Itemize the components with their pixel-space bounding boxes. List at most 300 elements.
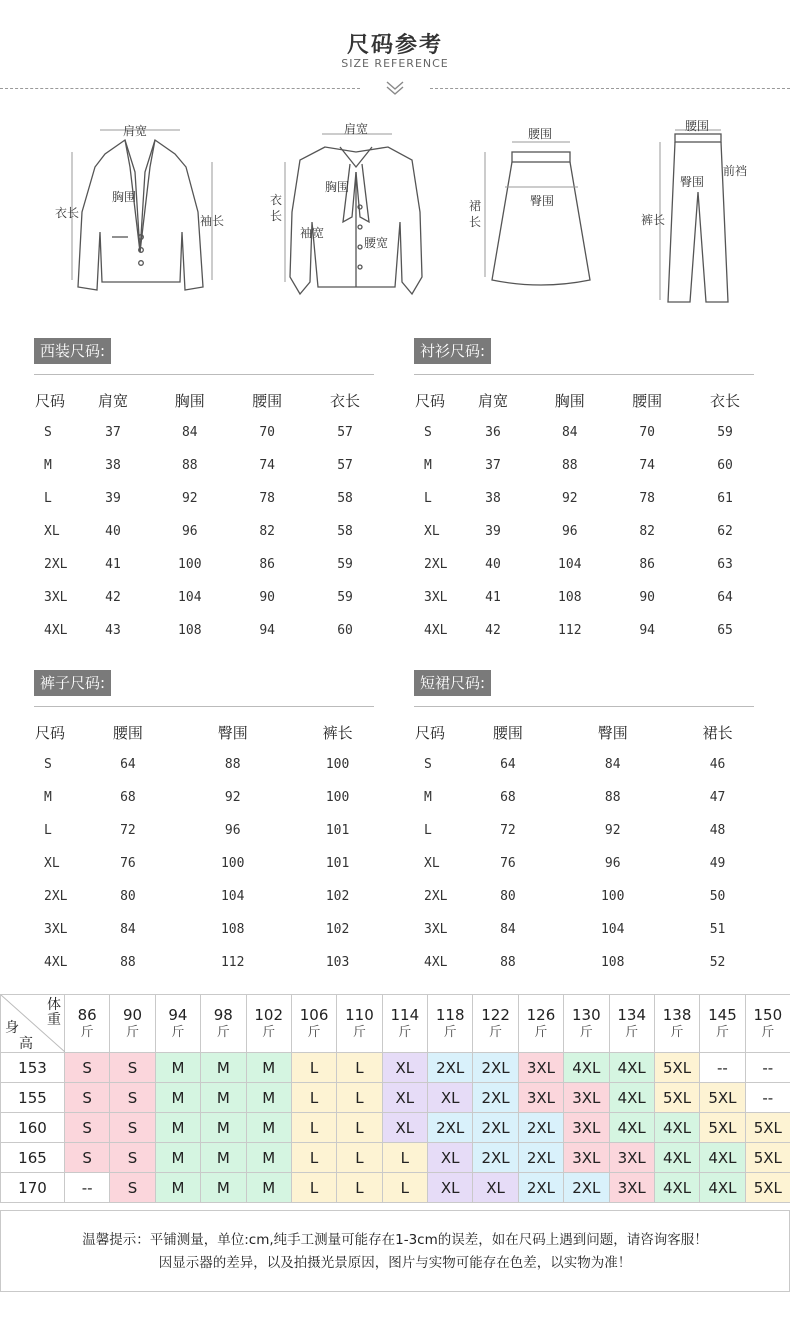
table-cell: 100 <box>220 856 245 871</box>
table-cell: 86 <box>259 557 275 572</box>
size-cell: M <box>155 1143 200 1173</box>
table-cell: 3XL <box>424 922 448 937</box>
size-cell: 3XL <box>609 1143 654 1173</box>
table-cell: 36 <box>485 425 501 440</box>
table-cell: XL <box>44 856 60 871</box>
table-cell: 104 <box>558 557 582 572</box>
column-header: 衣长 <box>330 391 361 410</box>
tips-note <box>0 1210 790 1292</box>
size-cell: S <box>110 1053 155 1083</box>
weight-header-cell <box>609 995 654 1053</box>
weight-unit: 斤 <box>625 1024 639 1040</box>
column-header: 臀围 <box>597 723 628 742</box>
shirt-chest-label: 胸围 <box>325 180 350 194</box>
table-row <box>414 847 770 880</box>
column-header: 裙长 <box>702 723 733 742</box>
table-cell: 2XL <box>424 889 448 904</box>
table-cell: 94 <box>259 623 275 638</box>
weight-unit: 斤 <box>126 1024 140 1040</box>
weight-axis-label: 体 重 <box>47 997 61 1028</box>
table-cell: 41 <box>485 590 501 605</box>
size-cell: XL <box>473 1173 518 1203</box>
weight-value: 145 <box>708 1005 737 1024</box>
table-cell: 100 <box>600 889 625 904</box>
weight-value: 122 <box>481 1005 510 1024</box>
table-cell: 57 <box>337 425 353 440</box>
table-cell: 37 <box>105 425 121 440</box>
weight-unit: 斤 <box>262 1024 276 1040</box>
weight-header-cell <box>564 995 609 1053</box>
table-cell: 64 <box>717 590 733 605</box>
height-axis-label-bottom: 高 <box>19 1036 33 1052</box>
table-cell: 51 <box>709 922 726 937</box>
table-cell: 72 <box>500 823 516 838</box>
size-cell: M <box>201 1053 246 1083</box>
table-cell: 70 <box>639 425 655 440</box>
size-cell: M <box>246 1143 291 1173</box>
table-cell: 96 <box>604 856 621 871</box>
table-cell: 74 <box>639 458 655 473</box>
weight-unit: 斤 <box>670 1024 684 1040</box>
table-cell: 47 <box>709 790 726 805</box>
weight-value: 86 <box>77 1005 97 1024</box>
table-cell: 2XL <box>44 889 68 904</box>
table-cell: 112 <box>220 955 245 970</box>
pants-length-label: 裤长 <box>641 213 666 227</box>
weight-unit: 斤 <box>443 1024 457 1040</box>
table-cell: 78 <box>259 491 275 506</box>
table-row <box>34 913 390 946</box>
table-cell: 96 <box>224 823 241 838</box>
height-cell: 160 <box>1 1113 65 1143</box>
column-header: 腰围 <box>492 723 523 742</box>
panel-title: 短裙尺码: <box>414 670 491 696</box>
divider-left <box>0 88 360 89</box>
height-weight-size-chart <box>0 994 790 1203</box>
table-cell: 104 <box>178 590 202 605</box>
table-cell: 88 <box>500 955 516 970</box>
size-cell: XL <box>382 1083 427 1113</box>
shirt-length-label: 衣 长 <box>270 193 283 223</box>
table-cell: 80 <box>120 889 136 904</box>
weight-unit: 斤 <box>80 1024 94 1040</box>
table-cell: 100 <box>325 757 350 772</box>
table-row <box>414 946 770 979</box>
table-cell: 102 <box>325 889 350 904</box>
size-cell: 5XL <box>700 1083 745 1113</box>
size-cell: -- <box>745 1053 790 1083</box>
size-cell: S <box>110 1143 155 1173</box>
table-cell: 68 <box>120 790 136 805</box>
panel-title: 裤子尺码: <box>34 670 111 696</box>
table-cell: 88 <box>120 955 136 970</box>
table-cell: 92 <box>181 491 198 506</box>
size-cell: 3XL <box>564 1113 609 1143</box>
weight-value: 126 <box>526 1005 556 1024</box>
weight-header-cell <box>155 995 200 1053</box>
skirt-waist-label: 腰围 <box>528 127 553 141</box>
table-cell: S <box>424 425 432 440</box>
table-cell: 108 <box>178 623 202 638</box>
table-cell: 50 <box>709 889 726 904</box>
table-row <box>414 880 770 913</box>
table-header-row <box>414 384 764 416</box>
size-cell: 4XL <box>700 1173 745 1203</box>
weight-header-cell <box>65 995 110 1053</box>
corner-cell <box>1 995 65 1053</box>
table-row <box>34 748 390 781</box>
table-cell: 4XL <box>424 623 448 638</box>
column-header: 腰围 <box>632 391 663 410</box>
column-header: 尺码 <box>35 391 66 410</box>
size-cell: 4XL <box>654 1113 699 1143</box>
table-cell: 103 <box>325 955 350 970</box>
height-cell: 155 <box>1 1083 65 1113</box>
weight-header-cell <box>518 995 563 1053</box>
weight-unit: 斤 <box>715 1024 729 1040</box>
weight-unit: 斤 <box>534 1024 548 1040</box>
skirt-sketch <box>492 152 590 285</box>
table-cell: 3XL <box>44 922 68 937</box>
size-cell: L <box>291 1173 336 1203</box>
size-cell: M <box>155 1113 200 1143</box>
column-header: 肩宽 <box>477 391 508 410</box>
table-cell: 102 <box>325 922 350 937</box>
pants-rise-label: 前裆 <box>723 164 748 178</box>
table-cell: 60 <box>337 623 353 638</box>
table-cell: 64 <box>500 757 516 772</box>
size-cell: 2XL <box>473 1053 518 1083</box>
weight-value: 134 <box>617 1005 646 1024</box>
table-row <box>414 781 770 814</box>
panel-divider <box>34 374 374 375</box>
table-cell: S <box>44 425 52 440</box>
size-cell: 2XL <box>473 1113 518 1143</box>
size-cell: M <box>201 1113 246 1143</box>
size-cell: 5XL <box>745 1173 790 1203</box>
weight-value: 102 <box>254 1005 283 1024</box>
weight-value: 114 <box>390 1005 420 1024</box>
size-cell: 4XL <box>564 1053 609 1083</box>
weight-value: 150 <box>753 1005 783 1024</box>
size-table <box>414 384 764 647</box>
table-cell: 108 <box>558 590 582 605</box>
table-row <box>34 482 384 515</box>
weight-value: 110 <box>345 1005 374 1024</box>
pants-hip-label: 臀围 <box>680 175 705 189</box>
table-row <box>414 482 764 515</box>
size-cell: M <box>246 1053 291 1083</box>
table-header-row <box>414 716 770 748</box>
table-cell: 41 <box>105 557 121 572</box>
pants-sketch <box>668 134 728 302</box>
table-cell: 46 <box>709 757 726 772</box>
size-cell: 3XL <box>518 1053 563 1083</box>
shirt-sketch <box>290 147 422 294</box>
size-cell: M <box>246 1113 291 1143</box>
blazer-chest-label: 胸围 <box>112 190 137 204</box>
size-cell: -- <box>65 1173 110 1203</box>
column-header: 臀围 <box>217 723 248 742</box>
table-cell: 108 <box>600 955 625 970</box>
blazer-sketch <box>78 140 203 290</box>
weight-header-cell <box>337 995 382 1053</box>
table-cell: 40 <box>485 557 501 572</box>
column-header: 胸围 <box>554 391 585 410</box>
weight-header-cell <box>428 995 473 1053</box>
size-cell: -- <box>700 1053 745 1083</box>
table-cell: 2XL <box>424 557 448 572</box>
size-cell: 4XL <box>609 1113 654 1143</box>
table-cell: 42 <box>485 623 501 638</box>
weight-unit: 斤 <box>489 1024 503 1040</box>
table-cell: 84 <box>181 425 198 440</box>
note-line-1: 温馨提示：平铺测量，单位:cm,纯手工测量可能存在1-3cm的误差，如在尺码上遇到问题，请咨询客服！ <box>82 1232 708 1248</box>
size-grid <box>0 994 790 1203</box>
column-header: 裤长 <box>322 723 353 742</box>
size-cell: 3XL <box>518 1083 563 1113</box>
table-row <box>34 416 384 449</box>
pants-waist-label: 腰围 <box>685 119 710 133</box>
table-cell: 88 <box>604 790 621 805</box>
size-cell: L <box>382 1173 427 1203</box>
weight-header-cell <box>110 995 155 1053</box>
size-cell: L <box>337 1173 382 1203</box>
table-cell: 39 <box>485 524 501 539</box>
size-cell: M <box>246 1083 291 1113</box>
blazer-sleeve-label: 袖长 <box>200 214 225 228</box>
table-cell: 84 <box>120 922 136 937</box>
table-cell: L <box>424 491 432 506</box>
weight-value: 130 <box>571 1005 601 1024</box>
size-cell: S <box>110 1083 155 1113</box>
size-cell: M <box>155 1053 200 1083</box>
table-cell: 59 <box>717 425 733 440</box>
size-cell: XL <box>382 1113 427 1143</box>
column-header: 衣长 <box>710 391 741 410</box>
weight-header-cell <box>473 995 518 1053</box>
size-cell: S <box>65 1143 110 1173</box>
weight-value: 138 <box>662 1005 692 1024</box>
table-cell: 84 <box>561 425 578 440</box>
table-row <box>34 581 384 614</box>
table-cell: 38 <box>105 458 121 473</box>
size-table <box>34 384 384 647</box>
table-cell: XL <box>424 524 440 539</box>
column-header: 腰围 <box>112 723 143 742</box>
size-cell: L <box>382 1143 427 1173</box>
shirt-shoulder-label: 肩宽 <box>344 122 369 136</box>
table-row <box>414 913 770 946</box>
table-cell: 92 <box>604 823 621 838</box>
height-cell: 153 <box>1 1053 65 1083</box>
height-row <box>1 1083 790 1113</box>
size-cell: 3XL <box>564 1143 609 1173</box>
table-cell: 104 <box>600 922 625 937</box>
table-cell: 80 <box>500 889 516 904</box>
size-cell: 3XL <box>564 1083 609 1113</box>
table-cell: XL <box>44 524 60 539</box>
table-cell: 49 <box>709 856 726 871</box>
panel-divider <box>414 706 754 707</box>
table-row <box>34 449 384 482</box>
table-cell: M <box>44 458 52 473</box>
table-cell: 38 <box>485 491 501 506</box>
size-cell: 4XL <box>654 1143 699 1173</box>
skirt-length-label: 裙 长 <box>469 199 482 229</box>
height-row <box>1 1173 790 1203</box>
table-cell: 86 <box>639 557 655 572</box>
size-cell: 2XL <box>518 1143 563 1173</box>
size-cell: 2XL <box>428 1113 473 1143</box>
size-cell: L <box>337 1113 382 1143</box>
table-cell: 2XL <box>44 557 68 572</box>
height-row <box>1 1113 790 1143</box>
shirt-waist-label: 腰宽 <box>364 236 389 250</box>
column-header: 胸围 <box>174 391 205 410</box>
table-header-row <box>34 384 384 416</box>
table-cell: 101 <box>325 856 350 871</box>
size-cell: S <box>65 1083 110 1113</box>
size-cell: 5XL <box>654 1083 699 1113</box>
size-cell: 2XL <box>518 1173 563 1203</box>
panel-title: 西装尺码: <box>34 338 111 364</box>
size-cell: 5XL <box>654 1053 699 1083</box>
table-row <box>414 548 764 581</box>
table-row <box>34 946 390 979</box>
table-row <box>414 748 770 781</box>
table-cell: 101 <box>325 823 350 838</box>
table-header-row <box>34 716 390 748</box>
table-cell: 39 <box>105 491 121 506</box>
garment-illustrations <box>0 112 790 312</box>
table-cell: 4XL <box>44 955 68 970</box>
table-cell: 3XL <box>424 590 448 605</box>
table-cell: 112 <box>558 623 582 638</box>
size-cell: M <box>155 1083 200 1113</box>
table-cell: 65 <box>717 623 733 638</box>
table-cell: 76 <box>500 856 516 871</box>
table-cell: L <box>424 823 432 838</box>
height-row <box>1 1143 790 1173</box>
table-cell: 90 <box>259 590 275 605</box>
table-row <box>34 614 384 647</box>
size-cell: 5XL <box>700 1113 745 1143</box>
table-row <box>414 449 764 482</box>
size-cell: 2XL <box>473 1083 518 1113</box>
table-row <box>414 416 764 449</box>
weight-value: 106 <box>299 1005 329 1024</box>
weight-unit: 斤 <box>216 1024 230 1040</box>
size-cell: XL <box>382 1053 427 1083</box>
table-cell: 58 <box>337 491 353 506</box>
table-cell: 64 <box>120 757 136 772</box>
size-cell: -- <box>745 1083 790 1113</box>
table-cell: 82 <box>639 524 655 539</box>
table-row <box>34 548 384 581</box>
table-cell: 59 <box>337 557 353 572</box>
table-cell: L <box>44 823 52 838</box>
table-cell: 104 <box>220 889 245 904</box>
table-cell: 100 <box>178 557 202 572</box>
weight-header-row <box>1 995 790 1053</box>
blazer-shoulder-label: 肩宽 <box>123 124 148 138</box>
table-cell: 62 <box>717 524 733 539</box>
weight-header-cell <box>382 995 427 1053</box>
size-cell: S <box>65 1113 110 1143</box>
size-cell: XL <box>428 1083 473 1113</box>
weight-unit: 斤 <box>307 1024 321 1040</box>
table-row <box>34 847 390 880</box>
page-header <box>0 0 790 110</box>
blazer-length-label: 衣长 <box>55 206 80 220</box>
table-cell: 76 <box>120 856 136 871</box>
weight-value: 90 <box>123 1005 143 1024</box>
table-cell: 84 <box>604 757 621 772</box>
table-cell: 90 <box>639 590 655 605</box>
size-table <box>414 716 770 979</box>
table-cell: 92 <box>224 790 241 805</box>
table-cell: 57 <box>337 458 353 473</box>
table-cell: 52 <box>709 955 726 970</box>
size-cell: M <box>155 1173 200 1203</box>
height-cell: 165 <box>1 1143 65 1173</box>
size-cell: 4XL <box>654 1173 699 1203</box>
size-cell: 4XL <box>609 1053 654 1083</box>
table-cell: 59 <box>337 590 353 605</box>
column-header: 尺码 <box>35 723 66 742</box>
panel-divider <box>34 706 374 707</box>
table-cell: 70 <box>259 425 275 440</box>
table-cell: 68 <box>500 790 516 805</box>
weight-value: 118 <box>435 1005 465 1024</box>
size-cell: XL <box>428 1143 473 1173</box>
table-cell: L <box>44 491 52 506</box>
page-title: 尺码参考 <box>346 33 443 58</box>
weight-value: 94 <box>168 1005 188 1024</box>
table-cell: 94 <box>639 623 655 638</box>
table-cell: S <box>44 757 52 772</box>
size-cell: L <box>291 1143 336 1173</box>
size-cell: 5XL <box>745 1113 790 1143</box>
table-row <box>34 781 390 814</box>
size-cell: S <box>65 1053 110 1083</box>
table-cell: M <box>424 790 432 805</box>
size-cell: 2XL <box>564 1173 609 1203</box>
table-cell: 88 <box>224 757 241 772</box>
chevron-down-icon <box>385 80 405 96</box>
table-cell: 96 <box>181 524 198 539</box>
table-cell: 78 <box>639 491 655 506</box>
garment-sketches <box>0 112 790 312</box>
table-cell: 96 <box>561 524 578 539</box>
size-cell: XL <box>428 1173 473 1203</box>
size-cell: M <box>201 1083 246 1113</box>
table-cell: 48 <box>709 823 726 838</box>
height-cell: 170 <box>1 1173 65 1203</box>
table-cell: 74 <box>259 458 275 473</box>
size-cell: L <box>291 1053 336 1083</box>
height-axis-label-top: 身 <box>5 1020 19 1036</box>
skirt-hip-label: 臀围 <box>530 194 555 208</box>
table-cell: 4XL <box>44 623 68 638</box>
weight-header-cell <box>246 995 291 1053</box>
size-cell: 2XL <box>518 1113 563 1143</box>
table-cell: 63 <box>717 557 733 572</box>
size-cell: M <box>246 1173 291 1203</box>
weight-header-cell <box>745 995 790 1053</box>
table-cell: 100 <box>325 790 350 805</box>
